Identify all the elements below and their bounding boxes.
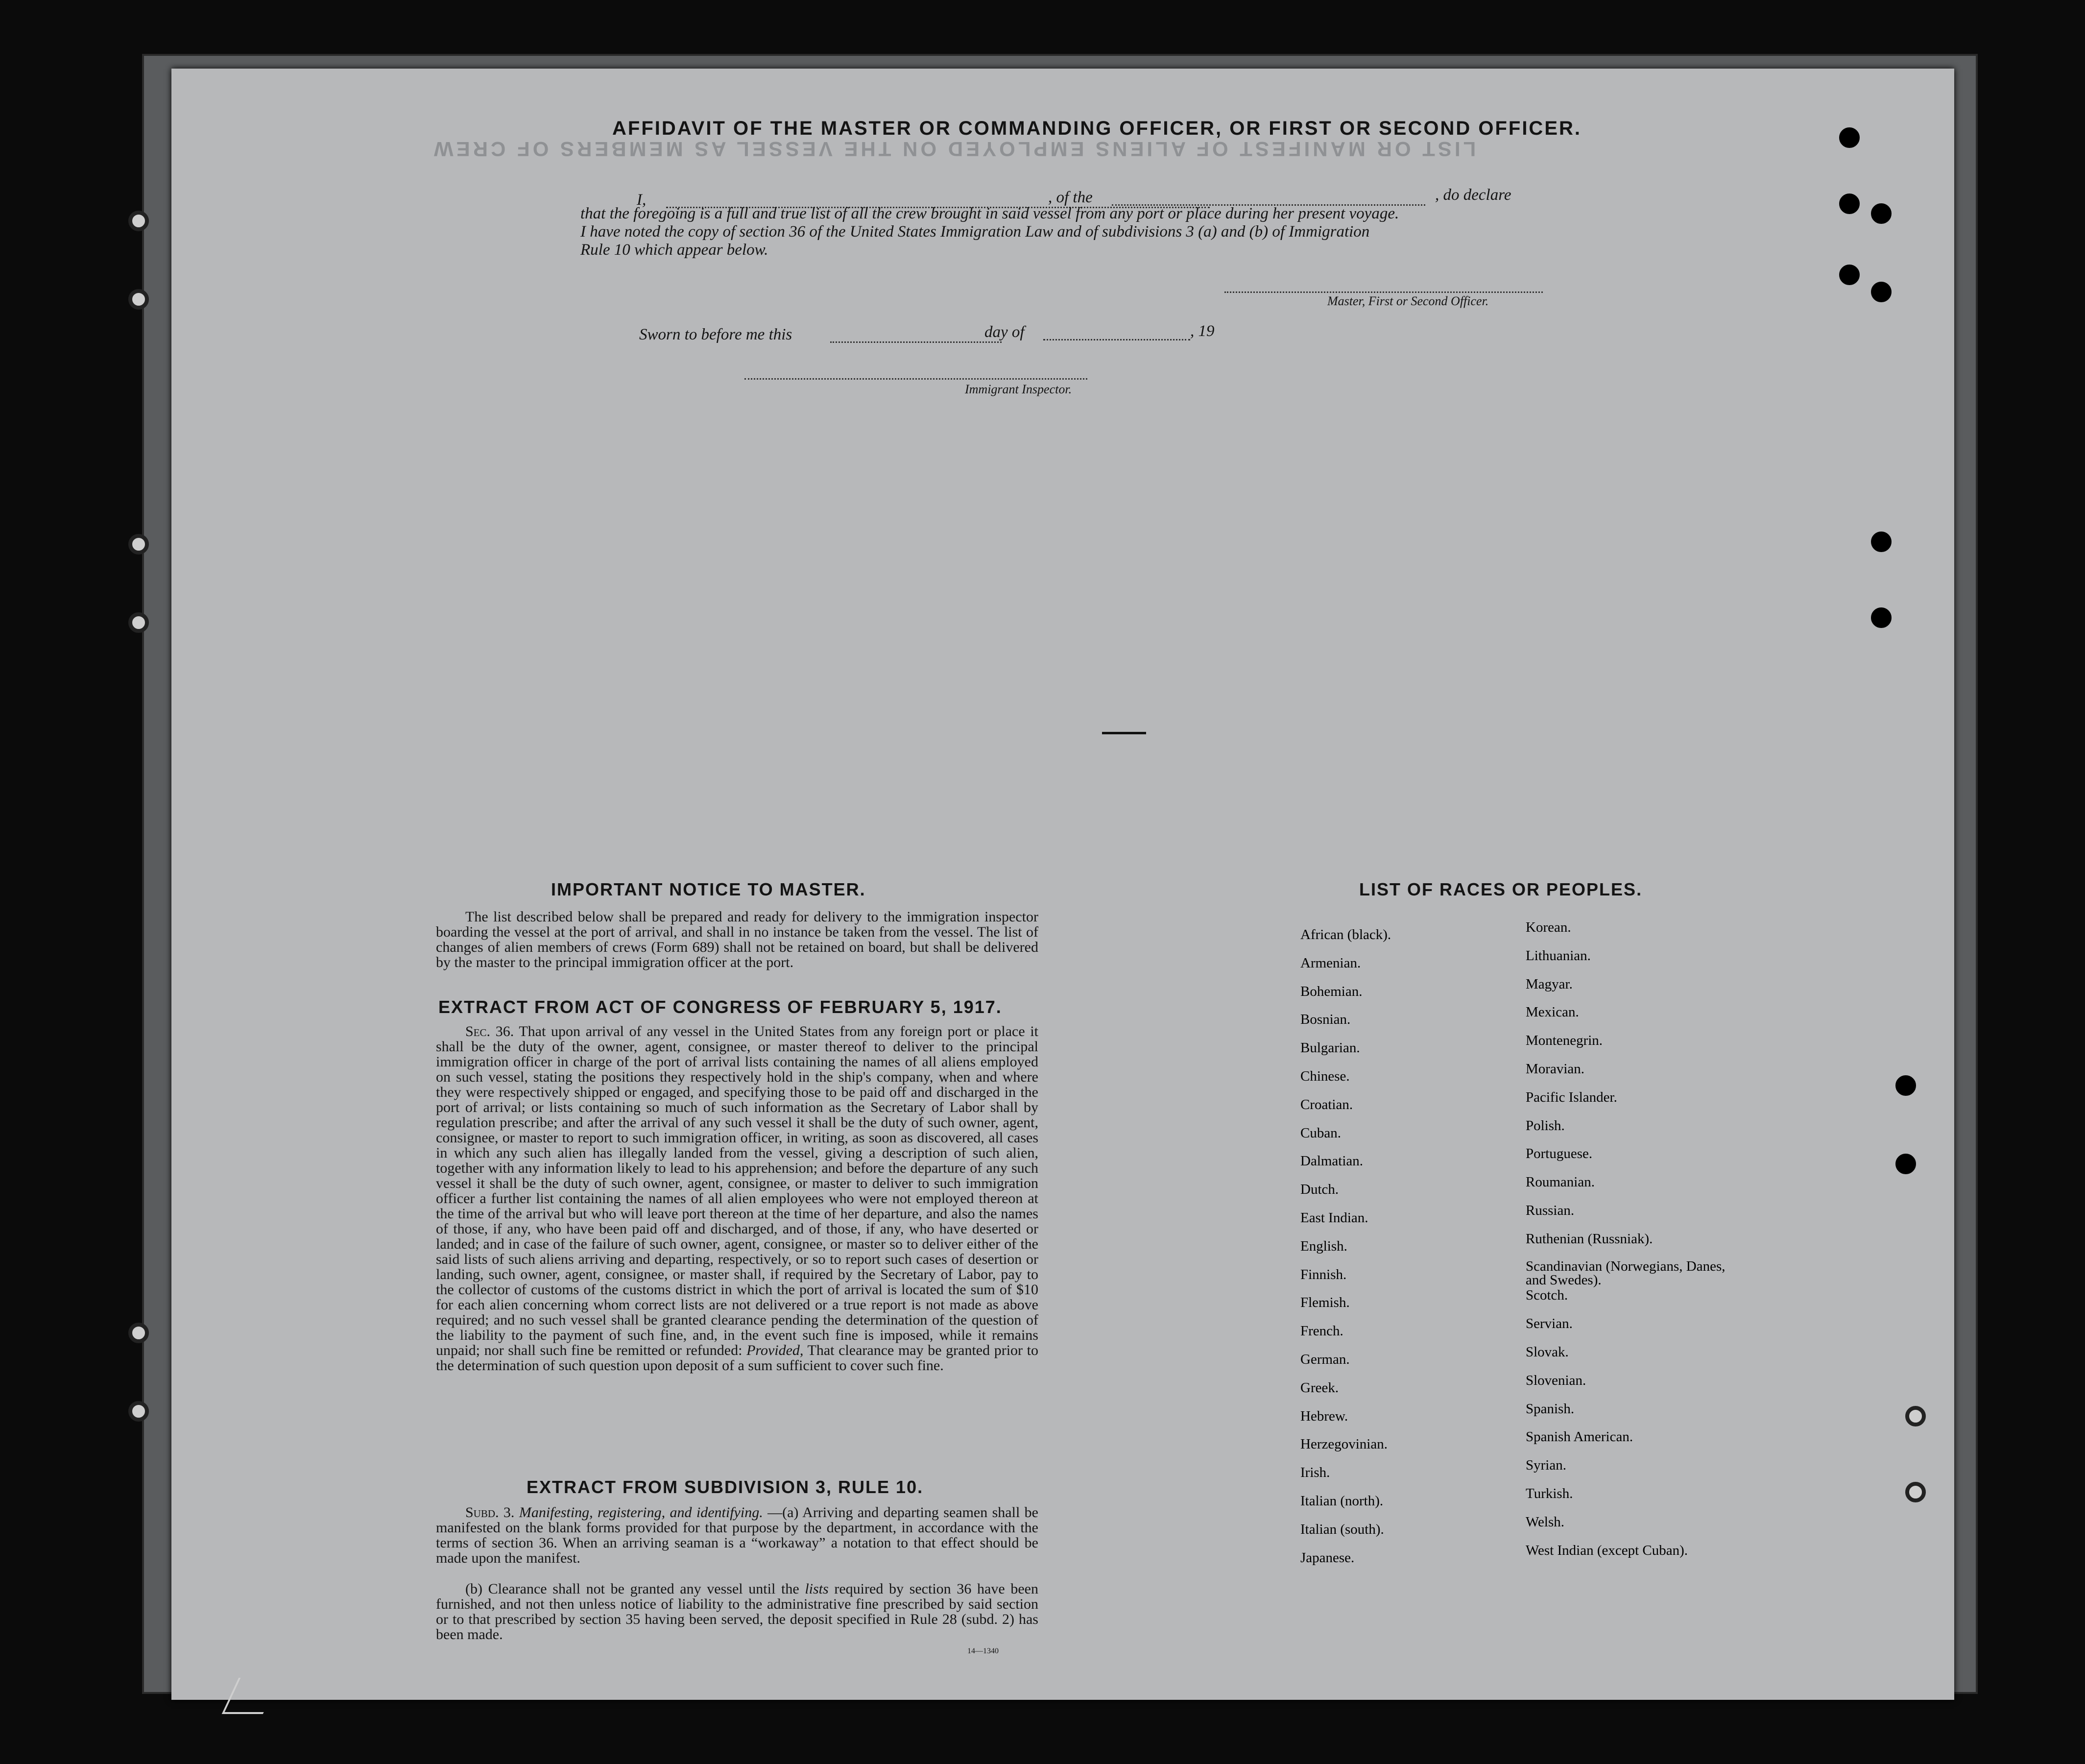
- binder-hole: [128, 289, 149, 310]
- race-item: French.: [1300, 1323, 1343, 1339]
- form-number: 14—1340: [967, 1647, 999, 1655]
- sworn-day-blank: [830, 341, 1002, 343]
- race-item: Finnish.: [1300, 1266, 1347, 1282]
- race-item: Magyar.: [1526, 976, 1573, 992]
- sworn-year: , 19: [1190, 322, 1215, 340]
- affidavit-line-4: Rule 10 which appear below.: [580, 241, 768, 259]
- binder-hole: [128, 1323, 149, 1343]
- punch-hole: [1895, 1154, 1916, 1174]
- race-item: Scandinavian (Norwegians, Danes, and Swedes).: [1526, 1258, 1726, 1288]
- race-item: Ruthenian (Russniak).: [1526, 1231, 1653, 1247]
- rule-subd-heading: Manifesting, registering, and identifying.: [519, 1504, 763, 1521]
- affidavit-line-2: that the foregoing is a full and true list of all the crew brought in said vessel from any port or place during her present voyage.: [580, 205, 1399, 222]
- race-item: Bosnian.: [1300, 1012, 1351, 1028]
- act-extract-title: EXTRACT FROM ACT OF CONGRESS OF FEBRUARY 5, 1917.: [438, 997, 1002, 1017]
- race-item: Flemish.: [1300, 1295, 1350, 1311]
- affidavit-i: I,: [637, 191, 647, 209]
- race-item: Moravian.: [1526, 1061, 1584, 1077]
- affidavit-title: AFFIDAVIT OF THE MASTER OR COMMANDING OFFICER, OR FIRST OR SECOND OFFICER.: [612, 118, 1582, 139]
- race-item: Servian.: [1526, 1316, 1573, 1332]
- act-section-end: That clearance may be granted prior to the determination of such question upon deposit of a sum sufficient to cover such fine.: [436, 1342, 1039, 1374]
- race-item: Bulgarian.: [1300, 1040, 1360, 1056]
- inspector-signature-label: Immigrant Inspector.: [965, 382, 1072, 396]
- act-section-text: That upon arrival of any vessel in the United States from any foreign port or place it shall be the duty of the owner, agent, consignee, or master thereof to deliver to the principal immigration officer in charge of the port of arrival lists containing the names of all aliens employed on such vessel, stating the positions they respectively hold in the ship's company, when and where they were respectively shipped or engaged, and specifying those to be paid off and discharged in the port of arrival; or lists containing so much of such information as the Secretary of Labor shall by regulation prescribe; and after the arrival of any such vessel it shall be the duty of such owner, agent, consignee, or master to report to such immigration officer, in writing, as soon as discovered, all cases in which any such alien has illegally landed from the vessel, giving a description of such alien, together with any information likely to lead to his apprehension; and before the departure of any such vessel it shall be the duty of such owner, agent, consignee, or master to deliver to such immigration officer a further list containing the names of all alien employees who were not employed thereon at the time of the arrival but who will leave port thereon at the time of her departure, and also the names of those, if any, who have been paid off and discharged, and of those, if any, who have deserted or landed; and in case of the failure of such owner, agent, consignee, or master so to deliver either of the said lists of such aliens arriving and departing, respectively, or so to report such cases of desertion or landing, such owner, agent, consignee, or master shall, if required by the Secretary of Labor, pay to the collector of customs of the customs district in which the port of arrival is located the sum of $10 for each alien concerning whom correct lists are not delivered or a true report is not made as above required; and no such vessel shall be granted clearance pending the determination of the question of the liability to the payment of such fine, and, in the event such fine is imposed, while it remains unpaid; nor shall such fine be remitted or refunded:: [436, 1023, 1038, 1358]
- race-item: Italian (north).: [1300, 1493, 1384, 1509]
- master-signature-line: [1224, 291, 1543, 293]
- race-item: African (black).: [1300, 927, 1391, 942]
- race-item: Roumanian.: [1526, 1174, 1595, 1190]
- center-mark: [1102, 732, 1146, 734]
- race-item: Slovenian.: [1526, 1372, 1586, 1388]
- race-item: English.: [1300, 1238, 1347, 1254]
- race-item: Montenegrin.: [1526, 1033, 1603, 1049]
- race-item: Dalmatian.: [1300, 1153, 1364, 1169]
- punch-hole: [1839, 193, 1860, 214]
- rule-para-b-start: (b) Clearance shall not be granted any vessel until the: [465, 1581, 799, 1597]
- binder-hole: [128, 211, 149, 231]
- punch-hole: [1871, 607, 1892, 628]
- race-item: Cuban.: [1300, 1125, 1341, 1141]
- race-item: Scotch.: [1526, 1287, 1568, 1304]
- sworn-month-blank: [1043, 339, 1190, 340]
- race-item: Portuguese.: [1526, 1146, 1593, 1162]
- punch-hole: [1905, 1482, 1926, 1502]
- race-item: Irish.: [1300, 1465, 1330, 1481]
- races-title: LIST OF RACES OR PEOPLES.: [1359, 879, 1643, 899]
- race-item: Polish.: [1526, 1117, 1565, 1134]
- binder-hole: [128, 534, 149, 555]
- race-item: West Indian (except Cuban).: [1526, 1542, 1688, 1558]
- race-item: Bohemian.: [1300, 983, 1363, 999]
- race-item: Dutch.: [1300, 1182, 1339, 1198]
- race-item: Spanish American.: [1526, 1429, 1633, 1445]
- punch-hole: [1871, 203, 1892, 224]
- race-item: Korean.: [1526, 919, 1571, 935]
- rule-subd-label: Subd. 3.: [465, 1504, 515, 1521]
- race-item: Russian.: [1526, 1202, 1575, 1218]
- binder-hole: [128, 1401, 149, 1422]
- race-item: Japanese.: [1300, 1549, 1355, 1566]
- race-item: East Indian.: [1300, 1209, 1368, 1226]
- affidavit-line-3: I have noted the copy of section 36 of the United States Immigration Law and of subdivisions 3 (a) and (b) of Immigration: [580, 223, 1370, 241]
- sworn-day-of: day of: [984, 323, 1025, 341]
- punch-hole: [1905, 1406, 1926, 1426]
- race-item: Chinese.: [1300, 1068, 1350, 1084]
- race-item: Lithuanian.: [1526, 947, 1591, 964]
- inspector-signature-line: [744, 378, 1087, 380]
- master-signature-label: Master, First or Second Officer.: [1327, 294, 1489, 308]
- notice-body: The list described below shall be prepared and ready for delivery to the immigration inspector boarding the vessel at the port of arrival, and shall in no instance be taken from the vessel. The list of changes of alien members of crews (Form 689) shall not be retained on board, but shall be delivered by the master to the principal immigration officer at the port.: [436, 909, 1038, 970]
- race-item: Turkish.: [1526, 1485, 1573, 1501]
- race-item: Spanish.: [1526, 1401, 1575, 1417]
- race-item: Welsh.: [1526, 1514, 1565, 1530]
- race-item: Mexican.: [1526, 1004, 1579, 1020]
- document-page: [171, 69, 1954, 1700]
- race-item: Greek.: [1300, 1379, 1339, 1396]
- races-right-column: [1526, 919, 1731, 1571]
- race-item: Herzegovinian.: [1300, 1436, 1388, 1452]
- act-section-label: Sec. 36.: [465, 1023, 514, 1039]
- race-item: Pacific Islander.: [1526, 1089, 1617, 1105]
- rule-extract-para-b: [436, 1581, 1038, 1642]
- punch-hole: [1839, 265, 1860, 285]
- punch-hole: [1871, 532, 1892, 552]
- notice-title: IMPORTANT NOTICE TO MASTER.: [551, 879, 866, 899]
- race-item: Slovak.: [1526, 1344, 1569, 1360]
- race-item: Croatian.: [1300, 1096, 1353, 1112]
- rule-para-b-end: required by section 36 have been furnished, and not then unless notice of liability to the administrative fine prescribed by said section or to that prescribed by section 35 having been served, the deposit specified in Rule 28 (subd. 2) has been made.: [436, 1581, 1038, 1643]
- race-item: German.: [1300, 1351, 1350, 1367]
- bleed-through-title: LIST OR MANIFEST OF ALIENS EMPLOYED ON THE VESSEL AS MEMBERS OF CREW: [431, 138, 1476, 161]
- rule-para-a-text: —(a) Arriving and departing seamen shall be manifested on the blank forms provided for that purpose by the department, in accordance with the terms of section 36. When an arriving seaman is a “workaway” a notation to that effect should be made upon the manifest.: [436, 1504, 1038, 1566]
- race-item: Syrian.: [1526, 1457, 1566, 1474]
- race-item: Italian (south).: [1300, 1521, 1384, 1537]
- race-item: Armenian.: [1300, 955, 1361, 971]
- punch-hole: [1895, 1075, 1916, 1096]
- rule-extract-title: EXTRACT FROM SUBDIVISION 3, RULE 10.: [527, 1477, 924, 1497]
- rule-para-b-lists: lists: [805, 1581, 829, 1597]
- races-left-column: [1300, 927, 1391, 1578]
- punch-hole: [1839, 127, 1860, 148]
- binder-hole: [128, 612, 149, 633]
- race-item: Hebrew.: [1300, 1408, 1348, 1424]
- affidavit-of-the: , of the: [1048, 189, 1093, 206]
- sworn-text: Sworn to before me this: [639, 326, 792, 343]
- affidavit-do-declare: , do declare: [1435, 186, 1511, 204]
- rule-extract-para-a: [436, 1505, 1038, 1566]
- punch-hole: [1871, 282, 1892, 302]
- act-provided: Provided,: [746, 1342, 804, 1358]
- act-extract-body: [436, 1024, 1038, 1373]
